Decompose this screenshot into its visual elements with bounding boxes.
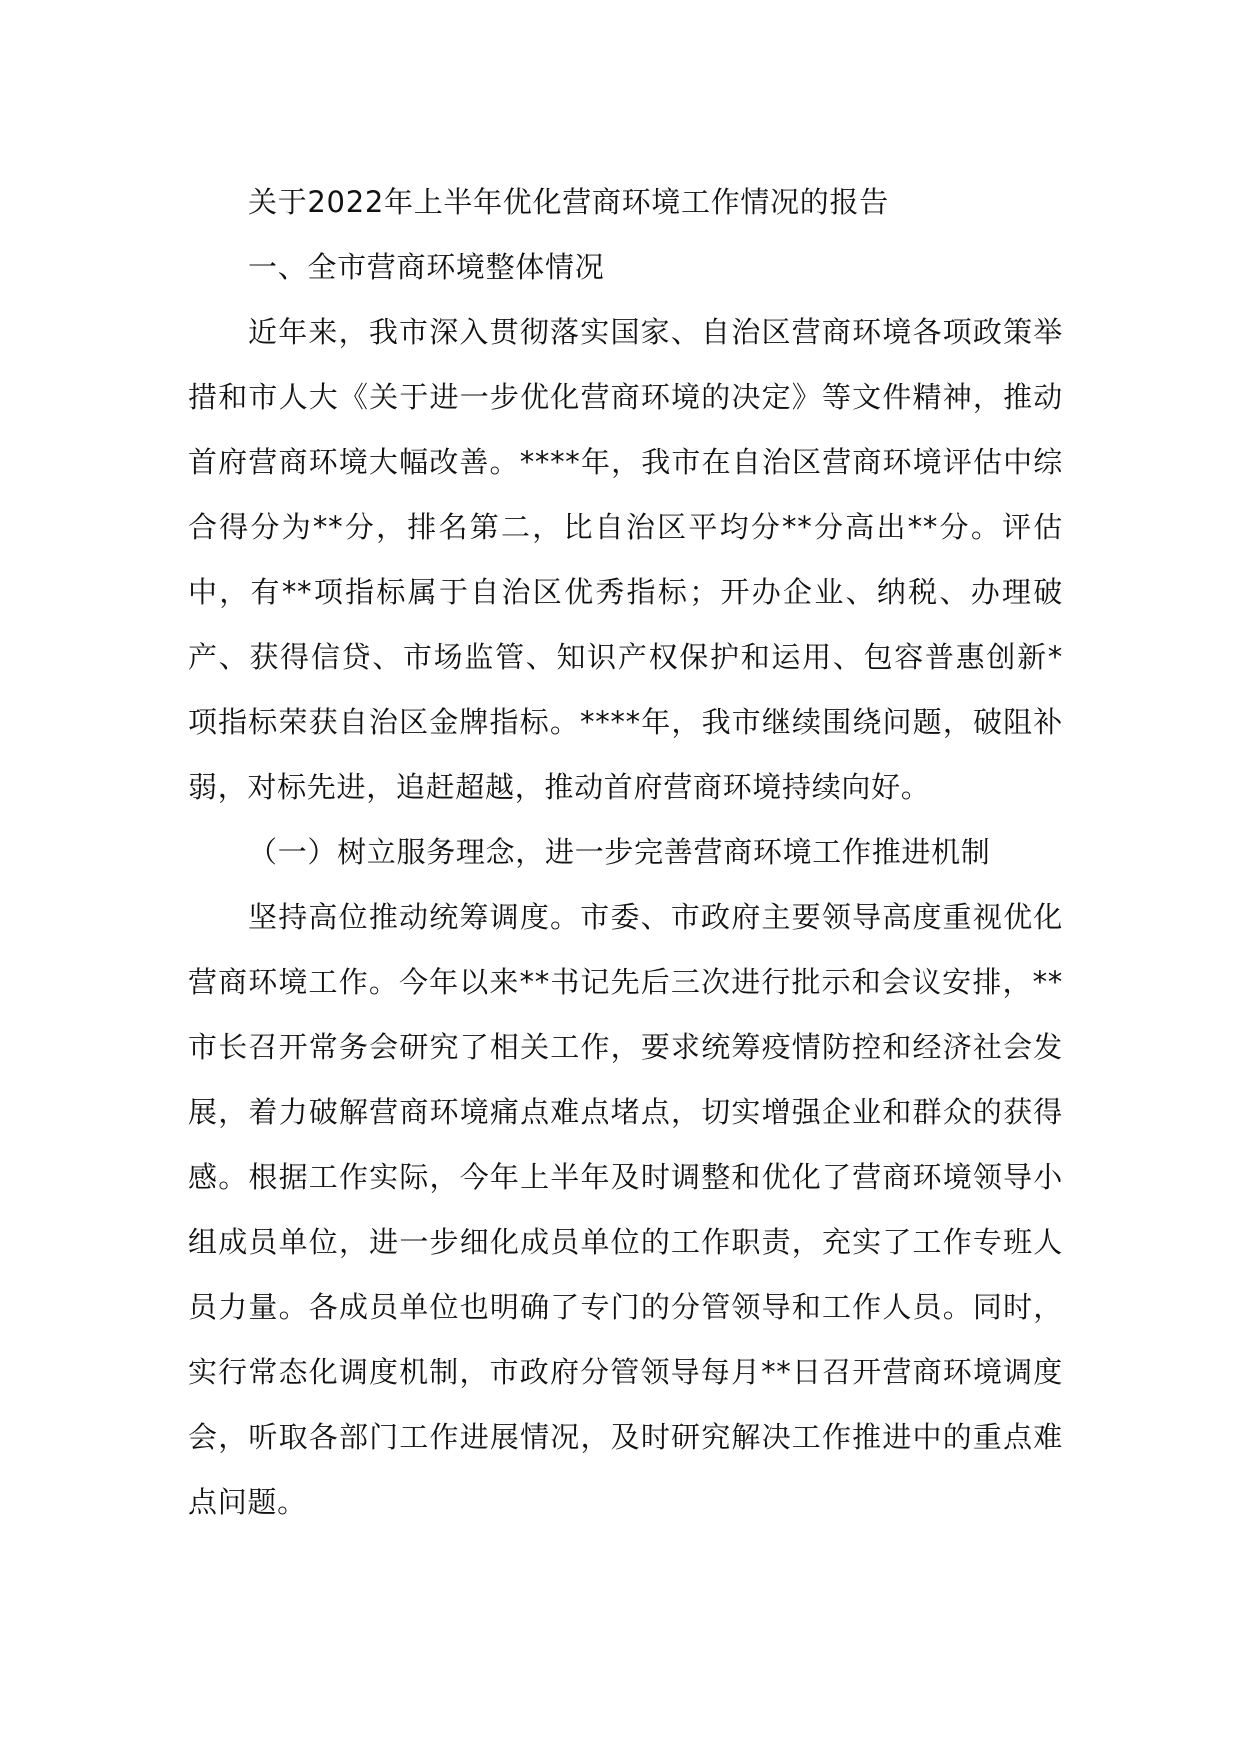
body-paragraph-2: 坚持高位推动统筹调度。市委、市政府主要领导高度重视优化营商环境工作。今年以来**书记先后三次进行批示和会议安排，**市长召开常务会研究了相关工作，要求统筹疫情防控和经济社会发展，着力破解营商环境痛点难点堵点，切实增强企业和群众的获得感。根据工作实际，今年上半年及时调整和优化了营商环境领导小组成员单位，进一步细化成员单位的工作职责，充实了工作专班人员力量。各成员单位也明确了专门的分管领导和工作人员。同时，实行常态化调度机制，市政府分管领导每月**日召开营商环境调度会，听取各部门工作进展情况，及时研究解决工作推进中的重点难点问题。 <box>188 900 1063 1519</box>
subsection-heading: （一）树立服务理念，进一步完善营商环境工作推进机制 <box>248 835 991 869</box>
section-heading: 一、全市营商环境整体情况 <box>248 250 605 284</box>
document-body <box>188 170 1063 1535</box>
document-title: 关于2022年上半年优化营商环境工作情况的报告 <box>248 185 889 219</box>
body-paragraph-1: 近年来，我市深入贯彻落实国家、自治区营商环境各项政策举措和市人大《关于进一步优化营商环境的决定》等文件精神，推动首府营商环境大幅改善。****年，我市在自治区营商环境评估中综合得分为**分，排名第二，比自治区平均分**分高出**分。评估中，有**项指标属于自治区优秀指标；开办企业、纳税、办理破产、获得信贷、市场监管、知识产权保护和运用、包容普惠创新*项指标荣获自治区金牌指标。****年，我市继续围绕问题，破阻补弱，对标先进，追赶超越，推动首府营商环境持续向好。 <box>188 315 1063 804</box>
